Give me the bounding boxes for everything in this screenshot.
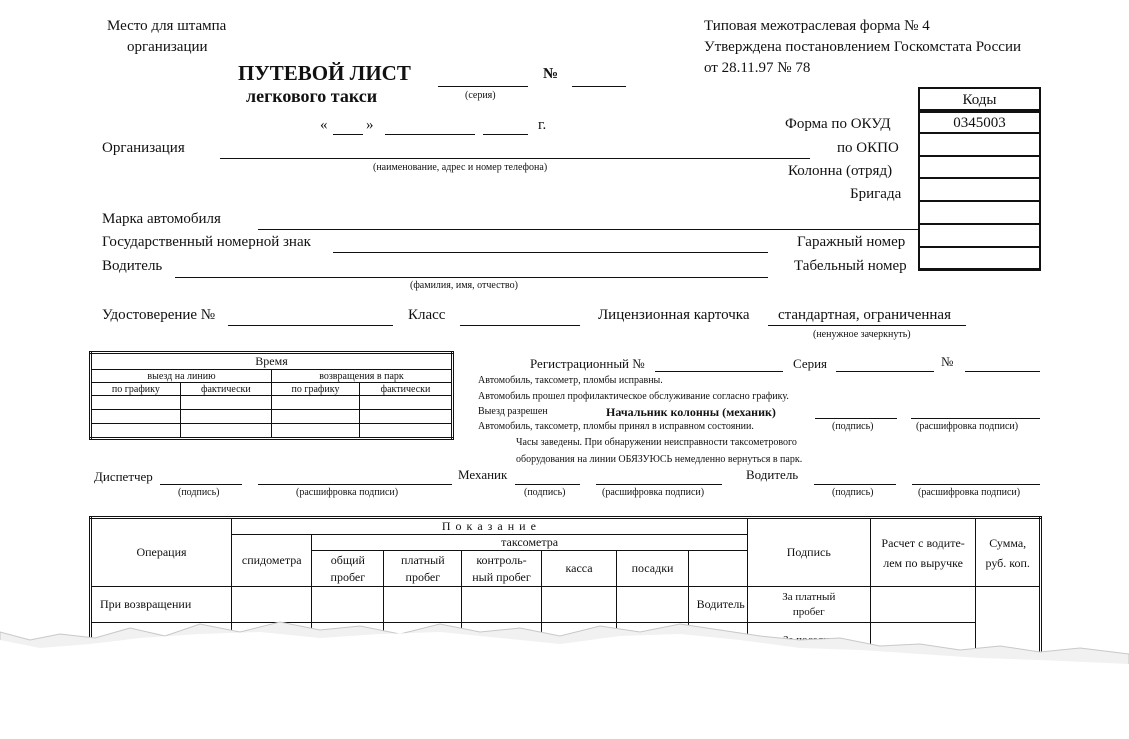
time-cell[interactable] (180, 424, 271, 439)
chief-decode-line[interactable] (911, 418, 1040, 419)
col-signature: Подпись (747, 518, 870, 587)
page-subtitle: легкового такси (246, 86, 378, 106)
time-cell[interactable] (271, 424, 359, 439)
time-cell[interactable] (180, 410, 271, 424)
settlement-line2: лем по выручке (883, 555, 963, 570)
car-brand-label: Марка автомобиля (102, 211, 221, 227)
col-taximeter: таксометра (312, 535, 747, 551)
car-brand-line[interactable] (258, 229, 918, 230)
control-mileage-l1: контроль- (476, 552, 527, 567)
reg-series-label: Серия (793, 356, 828, 371)
organization-label: Организация (102, 140, 185, 156)
driver-signature-caption: (подпись) (832, 487, 874, 498)
time-dep-actual: фактически (180, 383, 271, 396)
driver-decode-caption: (расшифровка подписи) (918, 487, 1021, 498)
paid-run-l1: За платный (782, 590, 836, 603)
driver-caption: (фамилия, имя, отчество) (410, 280, 518, 291)
code-garage-value[interactable] (918, 225, 1041, 248)
reg-line1: Автомобиль, таксометр, пломбы исправны. (478, 375, 663, 386)
col-sum (976, 518, 1041, 587)
control-mileage-l2: ный пробег (472, 569, 531, 584)
code-personnel-value[interactable] (918, 248, 1041, 271)
time-cell[interactable] (359, 424, 452, 439)
date-year-line[interactable] (483, 134, 528, 135)
dispatcher-label: Диспетчер (94, 469, 153, 484)
number-sign: № (543, 66, 559, 82)
approved-date: от 28.11.97 № 78 (704, 60, 811, 76)
time-cell[interactable] (91, 396, 181, 410)
reg-no-line[interactable] (965, 371, 1040, 372)
driver1-label: Водитель (688, 587, 747, 623)
col-paid-mileage (384, 551, 462, 587)
stamp-place-line1: Место для штампа (107, 18, 227, 34)
paid-mileage-l1: платный (401, 552, 445, 567)
time-ret-actual: фактически (359, 383, 452, 396)
license-card-value[interactable]: стандартная, ограниченная (778, 307, 951, 323)
mechanic-label: Механик (458, 467, 508, 482)
class-line[interactable] (460, 325, 580, 326)
number-line[interactable] (572, 86, 626, 87)
time-cell[interactable] (359, 396, 452, 410)
class-label: Класс (408, 307, 446, 323)
time-title: Время (91, 353, 453, 370)
plate-label: Государственный номерной знак (102, 234, 311, 250)
time-dep-schedule: по графику (91, 383, 181, 396)
col-operation: Операция (91, 518, 232, 587)
driver-line[interactable] (175, 277, 768, 278)
code-label-okpo: по ОКПО (837, 140, 899, 156)
driver-decode-line[interactable] (912, 484, 1040, 485)
col-readings: П о к а з а н и е (232, 518, 748, 535)
sum-line2: руб. коп. (985, 555, 1030, 570)
chief-decode-caption: (расшифровка подписи) (916, 421, 1019, 432)
reg-line3: Автомобиль, таксометр, пломбы принял в исправном состоянии. (478, 421, 754, 432)
row-return-label: При возвращении (91, 587, 232, 623)
series-caption: (серия) (465, 90, 496, 101)
reg-number-label: Регистрационный № (530, 356, 645, 371)
chief-signature-caption: (подпись) (832, 421, 874, 432)
reg-number-sign: № (941, 354, 954, 369)
code-brigade-value[interactable] (918, 179, 1041, 202)
page-title: ПУТЕВОЙ ЛИСТ (238, 61, 411, 85)
time-cell[interactable] (180, 396, 271, 410)
organization-caption: (наименование, адрес и номер телефона) (373, 162, 548, 173)
driver-sign-label: Водитель (746, 467, 799, 482)
col-total-mileage (312, 551, 384, 587)
approved: Утверждена постановлением Госкомстата России (704, 39, 1022, 55)
time-return: возвращения в парк (271, 370, 452, 383)
plate-line[interactable] (333, 252, 768, 253)
reg-series-line[interactable] (836, 371, 934, 372)
reg-line5: оборудования на линии ОБЯЗУЮСЬ немедленно вернуться в парк. (516, 454, 803, 465)
time-departure: выезд на линию (91, 370, 272, 383)
paid-mileage-l2: пробег (405, 569, 441, 584)
year-suffix: г. (538, 117, 547, 133)
exit-allowed: Выезд разрешен (478, 406, 548, 417)
date-open-quote: « (320, 117, 328, 133)
chief-signature-line[interactable] (815, 418, 897, 419)
stamp-place-line2: организации (127, 39, 208, 55)
dispatcher-signature-caption: (подпись) (178, 487, 220, 498)
dispatcher-decode-caption: (расшифровка подписи) (296, 487, 399, 498)
time-cell[interactable] (271, 396, 359, 410)
date-day-line[interactable] (333, 134, 363, 135)
license-line[interactable] (228, 325, 393, 326)
code-label-personnel: Табельный номер (794, 258, 907, 274)
reg-line4: Часы заведены. При обнаружении неисправности таксометрового (516, 437, 797, 448)
torn-paper-edge (0, 610, 1129, 739)
form-type: Типовая межотраслевая форма № 4 (704, 18, 930, 34)
date-close-quote: » (366, 117, 374, 133)
code-label-brigade: Бригада (850, 186, 902, 202)
total-mileage-l1: общий (330, 552, 365, 567)
time-cell[interactable] (271, 410, 359, 424)
col-cash: касса (541, 551, 617, 587)
license-card-label: Лицензионная карточка (598, 307, 750, 323)
mechanic-decode-caption: (расшифровка подписи) (602, 487, 705, 498)
col-speedometer: спидометра (232, 535, 312, 587)
code-label-garage: Гаражный номер (797, 234, 906, 250)
license-label: Удостоверение № (102, 307, 216, 323)
organization-line[interactable] (220, 158, 810, 159)
col-settlement (870, 518, 976, 587)
time-cell[interactable] (359, 410, 452, 424)
code-okud-value[interactable]: 0345003 (918, 111, 1041, 134)
dispatcher-signature-line[interactable] (160, 484, 242, 485)
time-cell[interactable] (91, 424, 181, 439)
paid-run-l2: пробег (792, 605, 825, 618)
chief-label: Начальник колонны (механик) (606, 405, 776, 419)
series-line[interactable] (438, 86, 528, 87)
reg-line2: Автомобиль прошел профилактическое обслуживание согласно графику. (478, 391, 789, 402)
driver-signature-line[interactable] (814, 484, 896, 485)
driver-label: Водитель (102, 258, 163, 274)
license-card-line (768, 325, 966, 326)
col-control-mileage (462, 551, 541, 587)
reg-number-line[interactable] (655, 371, 783, 372)
mechanic-signature-line[interactable] (515, 484, 580, 485)
sum-line1: Сумма, (989, 535, 1027, 550)
time-ret-schedule: по графику (271, 383, 359, 396)
dispatcher-decode-line[interactable] (258, 484, 452, 485)
mechanic-signature-caption: (подпись) (524, 487, 566, 498)
settlement-line1: Расчет с водите- (881, 535, 965, 550)
code-label-okud: Форма по ОКУД (785, 116, 891, 132)
code-blank-value[interactable] (918, 202, 1041, 225)
mechanic-decode-line[interactable] (596, 484, 722, 485)
col-landings: посадки (617, 551, 688, 587)
time-table (89, 351, 454, 440)
codes-header: Коды (918, 87, 1041, 111)
code-okpo-value[interactable] (918, 134, 1041, 157)
codes-column (918, 87, 1041, 271)
time-cell[interactable] (91, 410, 181, 424)
code-label-column: Колонна (отряд) (788, 163, 893, 179)
code-column-value[interactable] (918, 157, 1041, 180)
date-month-line[interactable] (385, 134, 475, 135)
license-card-caption: (ненужное зачеркнуть) (813, 329, 911, 340)
total-mileage-l2: пробег (330, 569, 366, 584)
